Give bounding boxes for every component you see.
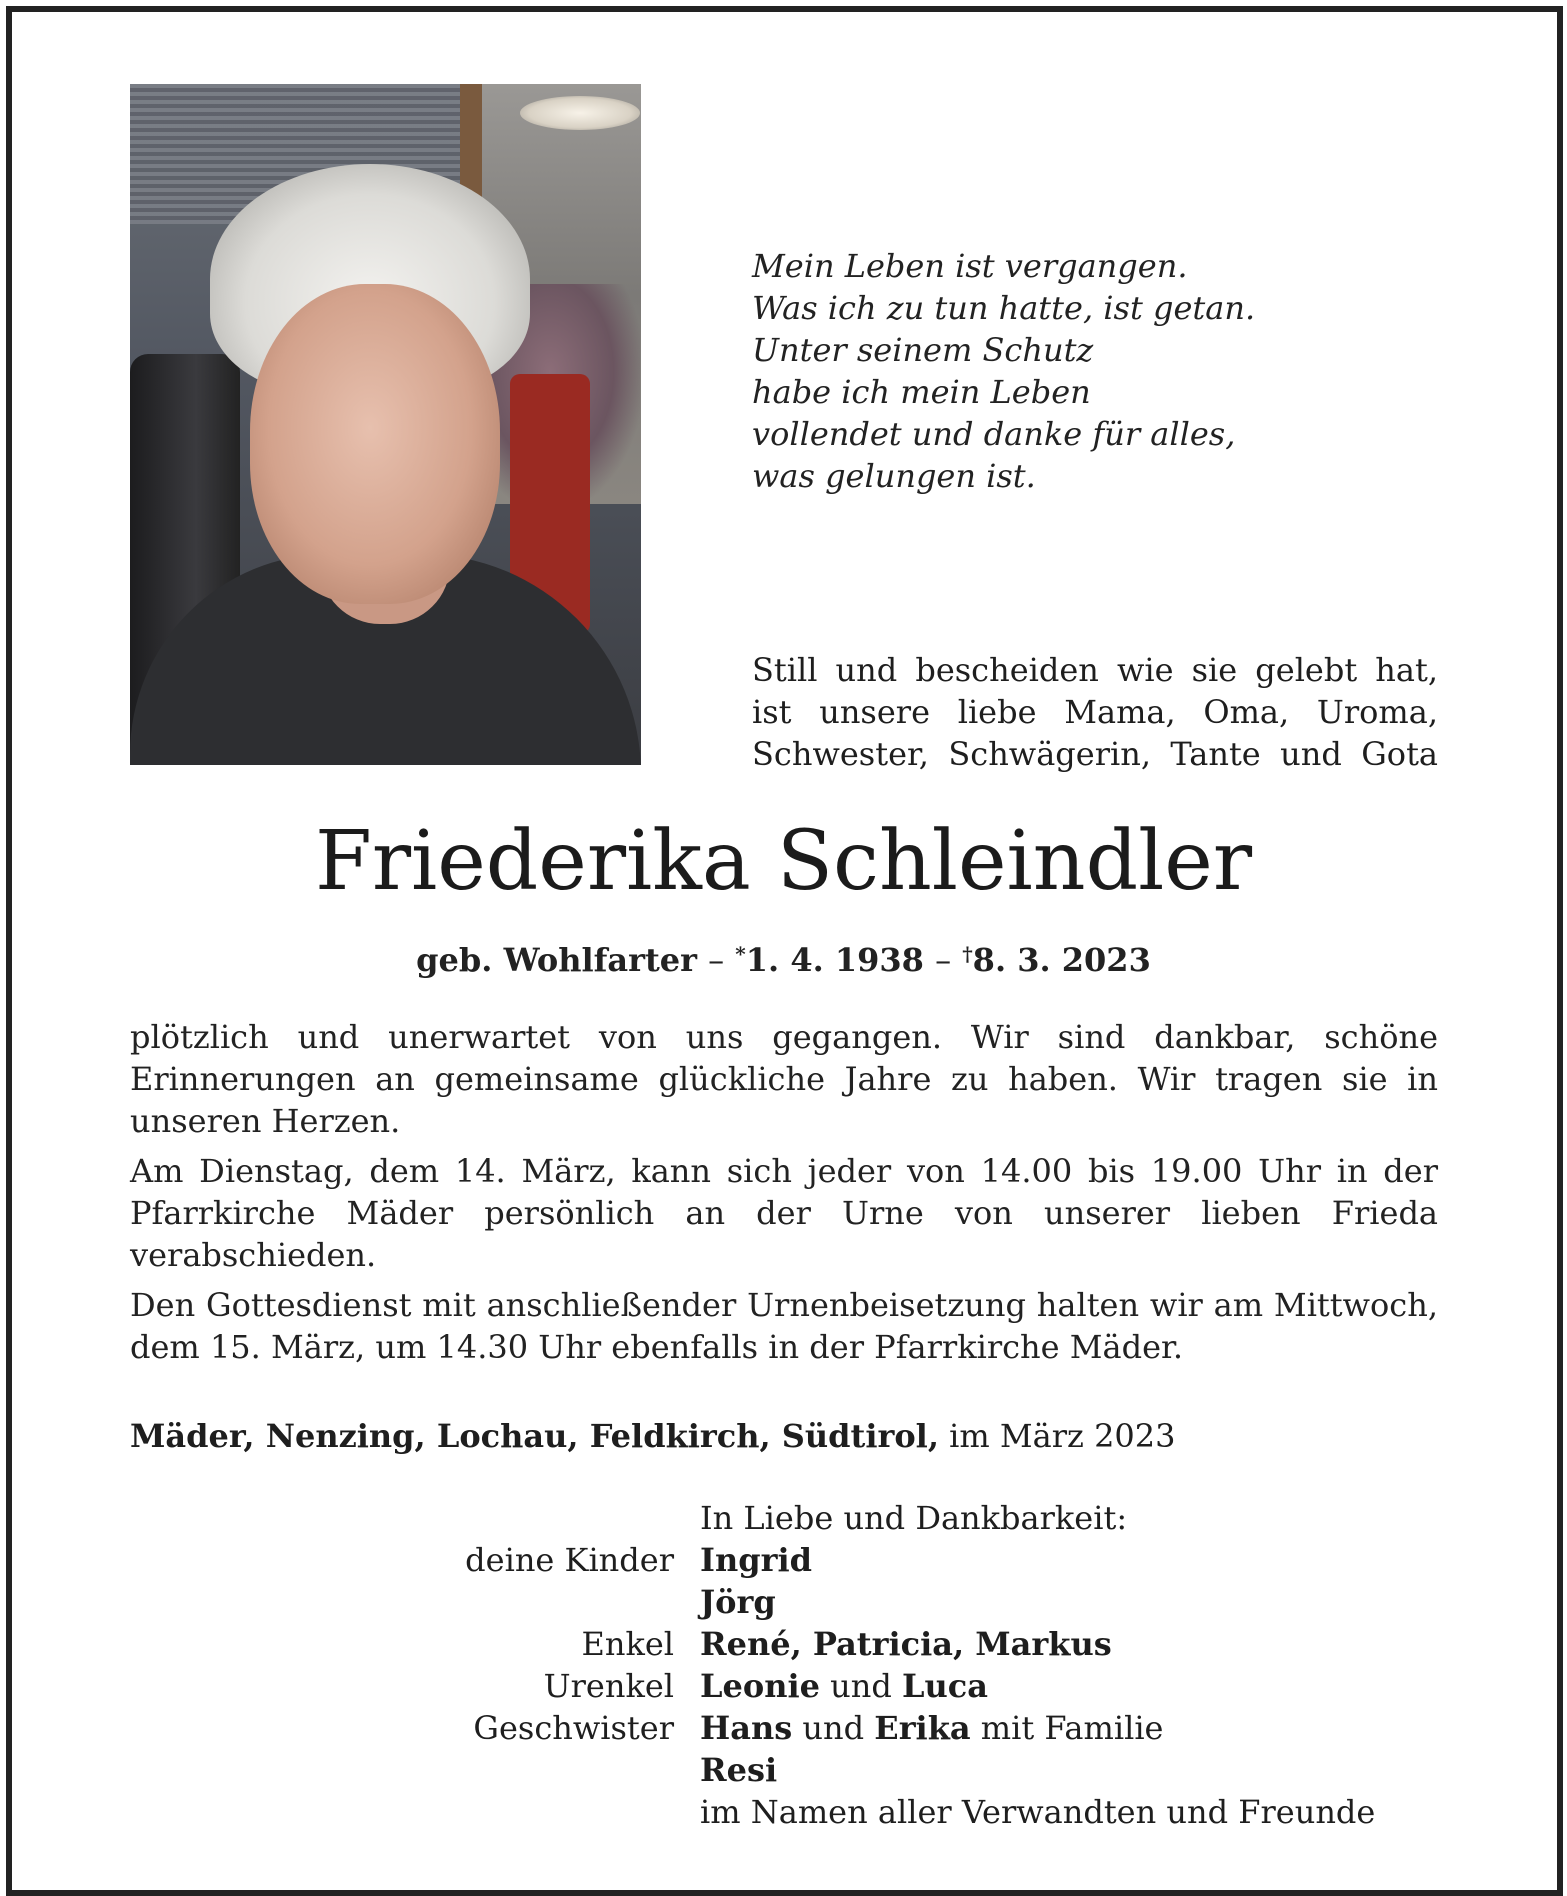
place-date-line (130, 1415, 1438, 1457)
relative-name: Leonie (700, 1667, 820, 1705)
verse (752, 245, 1452, 497)
signature-row (130, 1707, 1438, 1749)
closing-line: im Namen aller Verwandten und Freunde (700, 1793, 1376, 1831)
signature-label: deine Kinder (465, 1541, 674, 1579)
dash: – (708, 941, 725, 979)
body-text (130, 1016, 1438, 1376)
relative-name: Resi (700, 1751, 778, 1789)
signature-label (130, 1749, 700, 1791)
signature-heading: In Liebe und Dankbarkeit: (700, 1499, 1128, 1537)
verse-line: was gelungen ist. (752, 457, 1036, 495)
conjunction: und (802, 1709, 865, 1747)
month-year: im März 2023 (949, 1417, 1176, 1455)
photo-face (250, 284, 500, 604)
deceased-name: Friederika Schleindler (314, 814, 1253, 909)
signature-block (130, 1497, 1438, 1833)
signature-row (130, 1749, 1438, 1791)
signature-row (130, 1497, 1438, 1539)
paragraph: Den Gottesdienst mit anschließender Urnenbeisetzung halten wir am Mittwoch, dem 15. März, um 14.30 Uhr ebenfalls in der Pfarrkirche Mäder. (130, 1286, 1438, 1366)
signature-label (130, 1581, 700, 1623)
signature-row (130, 1539, 1438, 1581)
conjunction: und (830, 1667, 892, 1705)
signature-label (130, 1497, 700, 1539)
death-symbol: † (962, 942, 973, 966)
intro-line: Schwester, Schwägerin, Tante und Gota (752, 735, 1438, 773)
family-note: mit Familie (980, 1709, 1164, 1747)
maiden-name: geb. Wohlfarter (416, 941, 698, 979)
dash: – (935, 941, 952, 979)
signature-label (130, 1791, 700, 1833)
intro-text (752, 649, 1438, 775)
paragraph: Am Dienstag, dem 14. März, kann sich jeder von 14.00 bis 19.00 Uhr in der Pfarrkirche Mäder persönlich an der Urne von unserer lieben Frieda verabschieden. (130, 1152, 1438, 1274)
relative-name: Jörg (700, 1583, 776, 1621)
portrait-photo (130, 84, 641, 765)
verse-line: habe ich mein Leben (752, 373, 1091, 411)
relative-name: Erika (874, 1709, 971, 1747)
places: Mäder, Nenzing, Lochau, Feldkirch, Südtirol, (130, 1417, 939, 1455)
signature-row (130, 1623, 1438, 1665)
paragraph: plötzlich und unerwartet von uns gegangen. Wir sind dankbar, schöne Erinnerungen an gemeinsame glückliche Jahre zu haben. Wir tragen sie in unseren Herzen. (130, 1018, 1438, 1140)
signature-row (130, 1791, 1438, 1833)
verse-line: Was ich zu tun hatte, ist getan. (752, 289, 1256, 327)
relative-name: Hans (700, 1709, 793, 1747)
death-date: 8. 3. 2023 (972, 941, 1151, 979)
signature-label: Urenkel (543, 1667, 674, 1705)
intro-line: Still und bescheiden wie sie gelebt hat, (752, 651, 1438, 689)
relative-name: Ingrid (700, 1541, 812, 1579)
birth-date: 1. 4. 1938 (745, 941, 924, 979)
verse-line: Unter seinem Schutz (752, 331, 1094, 369)
signature-row (130, 1581, 1438, 1623)
birth-symbol: * (735, 942, 746, 966)
relative-name: Luca (902, 1667, 989, 1705)
life-dates (0, 933, 1567, 981)
signature-label: Enkel (581, 1625, 674, 1663)
verse-line: vollendet und danke für alles, (752, 415, 1236, 453)
relative-name: René, Patricia, Markus (700, 1625, 1112, 1663)
photo-lamp (520, 96, 640, 130)
signature-row (130, 1665, 1438, 1707)
intro-line: ist unsere liebe Mama, Oma, Uroma, (752, 693, 1438, 731)
verse-line: Mein Leben ist vergangen. (752, 247, 1188, 285)
signature-label: Geschwister (473, 1709, 674, 1747)
